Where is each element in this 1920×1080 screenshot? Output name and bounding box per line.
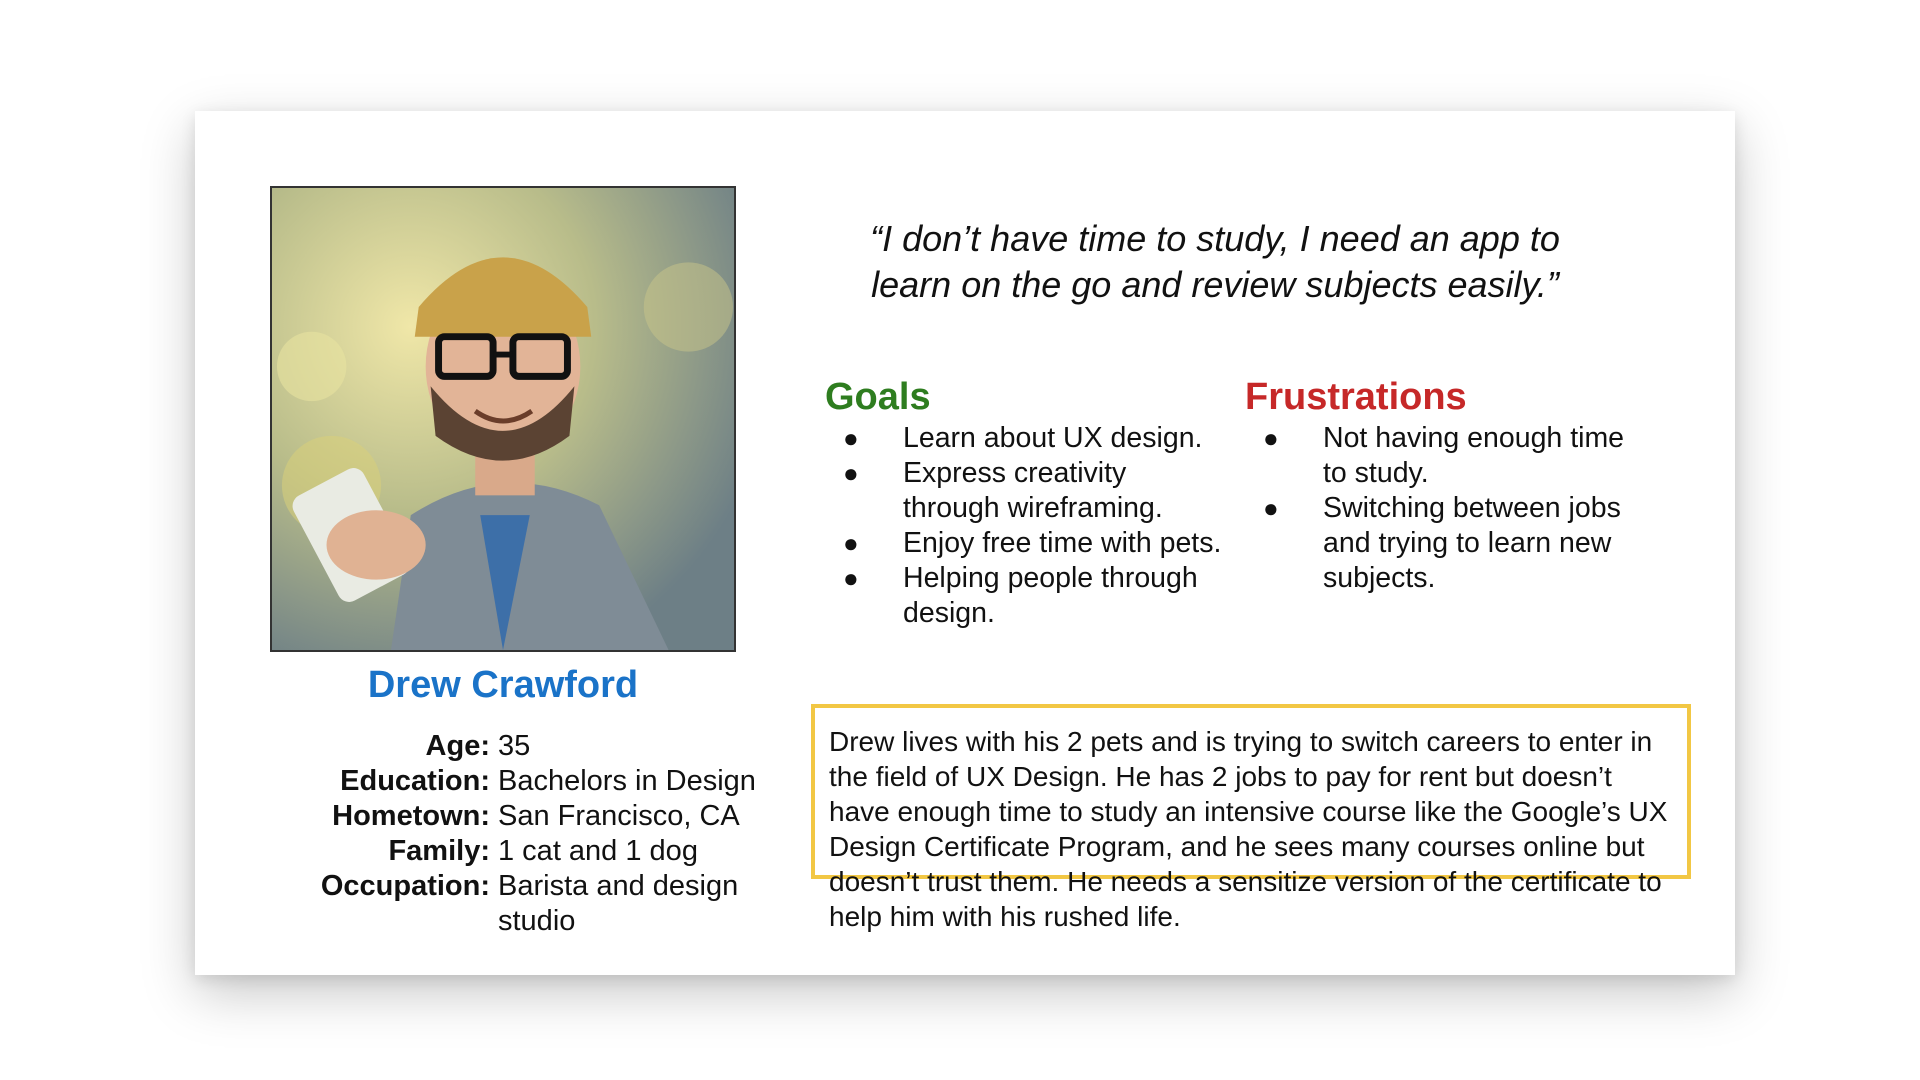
persona-quote: “I don’t have time to study, I need an app to learn on the go and review subjects easily.” <box>870 218 1560 305</box>
detail-value: Bachelors in Design <box>498 765 756 797</box>
persona-card <box>195 111 1735 975</box>
list-item <box>825 421 1225 456</box>
list-item <box>825 456 1225 526</box>
goal-text: Express creativity through wireframing. <box>903 457 1163 524</box>
bullet-icon: ● <box>843 458 859 488</box>
detail-education <box>310 764 770 799</box>
detail-label: Age: <box>425 730 490 762</box>
persona-illustration <box>272 188 734 650</box>
persona-photo <box>270 186 736 652</box>
bullet-icon: ● <box>1263 493 1279 523</box>
goal-text: Helping people through design. <box>903 562 1198 629</box>
detail-label: Family: <box>388 835 490 867</box>
detail-value: 1 cat and 1 dog <box>498 835 698 867</box>
frustration-text: Not having enough time to study. <box>1323 422 1625 489</box>
frustration-text: Switching between jobs and trying to learn new subjects. <box>1323 492 1621 594</box>
detail-hometown <box>310 799 770 834</box>
detail-age <box>310 729 770 764</box>
persona-bio: Drew lives with his 2 pets and is trying to switch careers to enter in the field of UX Design. He has 2 jobs to pay for rent but doesn’t have enough time to study an intensive course like the Google’s UX Design Certificate Program, and he sees many courses online but doesn’t trust them. He needs a sensitize version of the certificate to help him with his rushed life. <box>811 704 1691 879</box>
detail-label: Hometown: <box>332 800 490 832</box>
bullet-icon: ● <box>1263 423 1279 453</box>
persona-details <box>310 729 770 939</box>
goal-text: Enjoy free time with pets. <box>903 527 1222 559</box>
goals-section <box>825 376 1225 631</box>
frustrations-title: Frustrations <box>1245 376 1467 418</box>
goal-text: Learn about UX design. <box>903 422 1203 454</box>
goals-list <box>825 421 1225 631</box>
list-item <box>825 526 1225 561</box>
frustrations-list <box>1245 421 1645 596</box>
bullet-icon: ● <box>843 528 859 558</box>
goals-title: Goals <box>825 376 931 418</box>
list-item <box>1245 421 1645 491</box>
detail-label: Occupation: <box>320 870 490 902</box>
detail-family <box>310 834 770 869</box>
persona-name: Drew Crawford <box>367 664 639 706</box>
detail-value: San Francisco, CA <box>498 800 740 832</box>
detail-value: 35 <box>498 730 531 762</box>
detail-occupation <box>310 869 770 939</box>
detail-value: Barista and design studio <box>498 870 739 937</box>
list-item <box>1245 491 1645 596</box>
bullet-icon: ● <box>843 563 859 593</box>
detail-label: Education: <box>340 765 490 797</box>
bullet-icon: ● <box>843 423 859 453</box>
list-item <box>825 561 1225 631</box>
frustrations-section <box>1245 376 1645 596</box>
